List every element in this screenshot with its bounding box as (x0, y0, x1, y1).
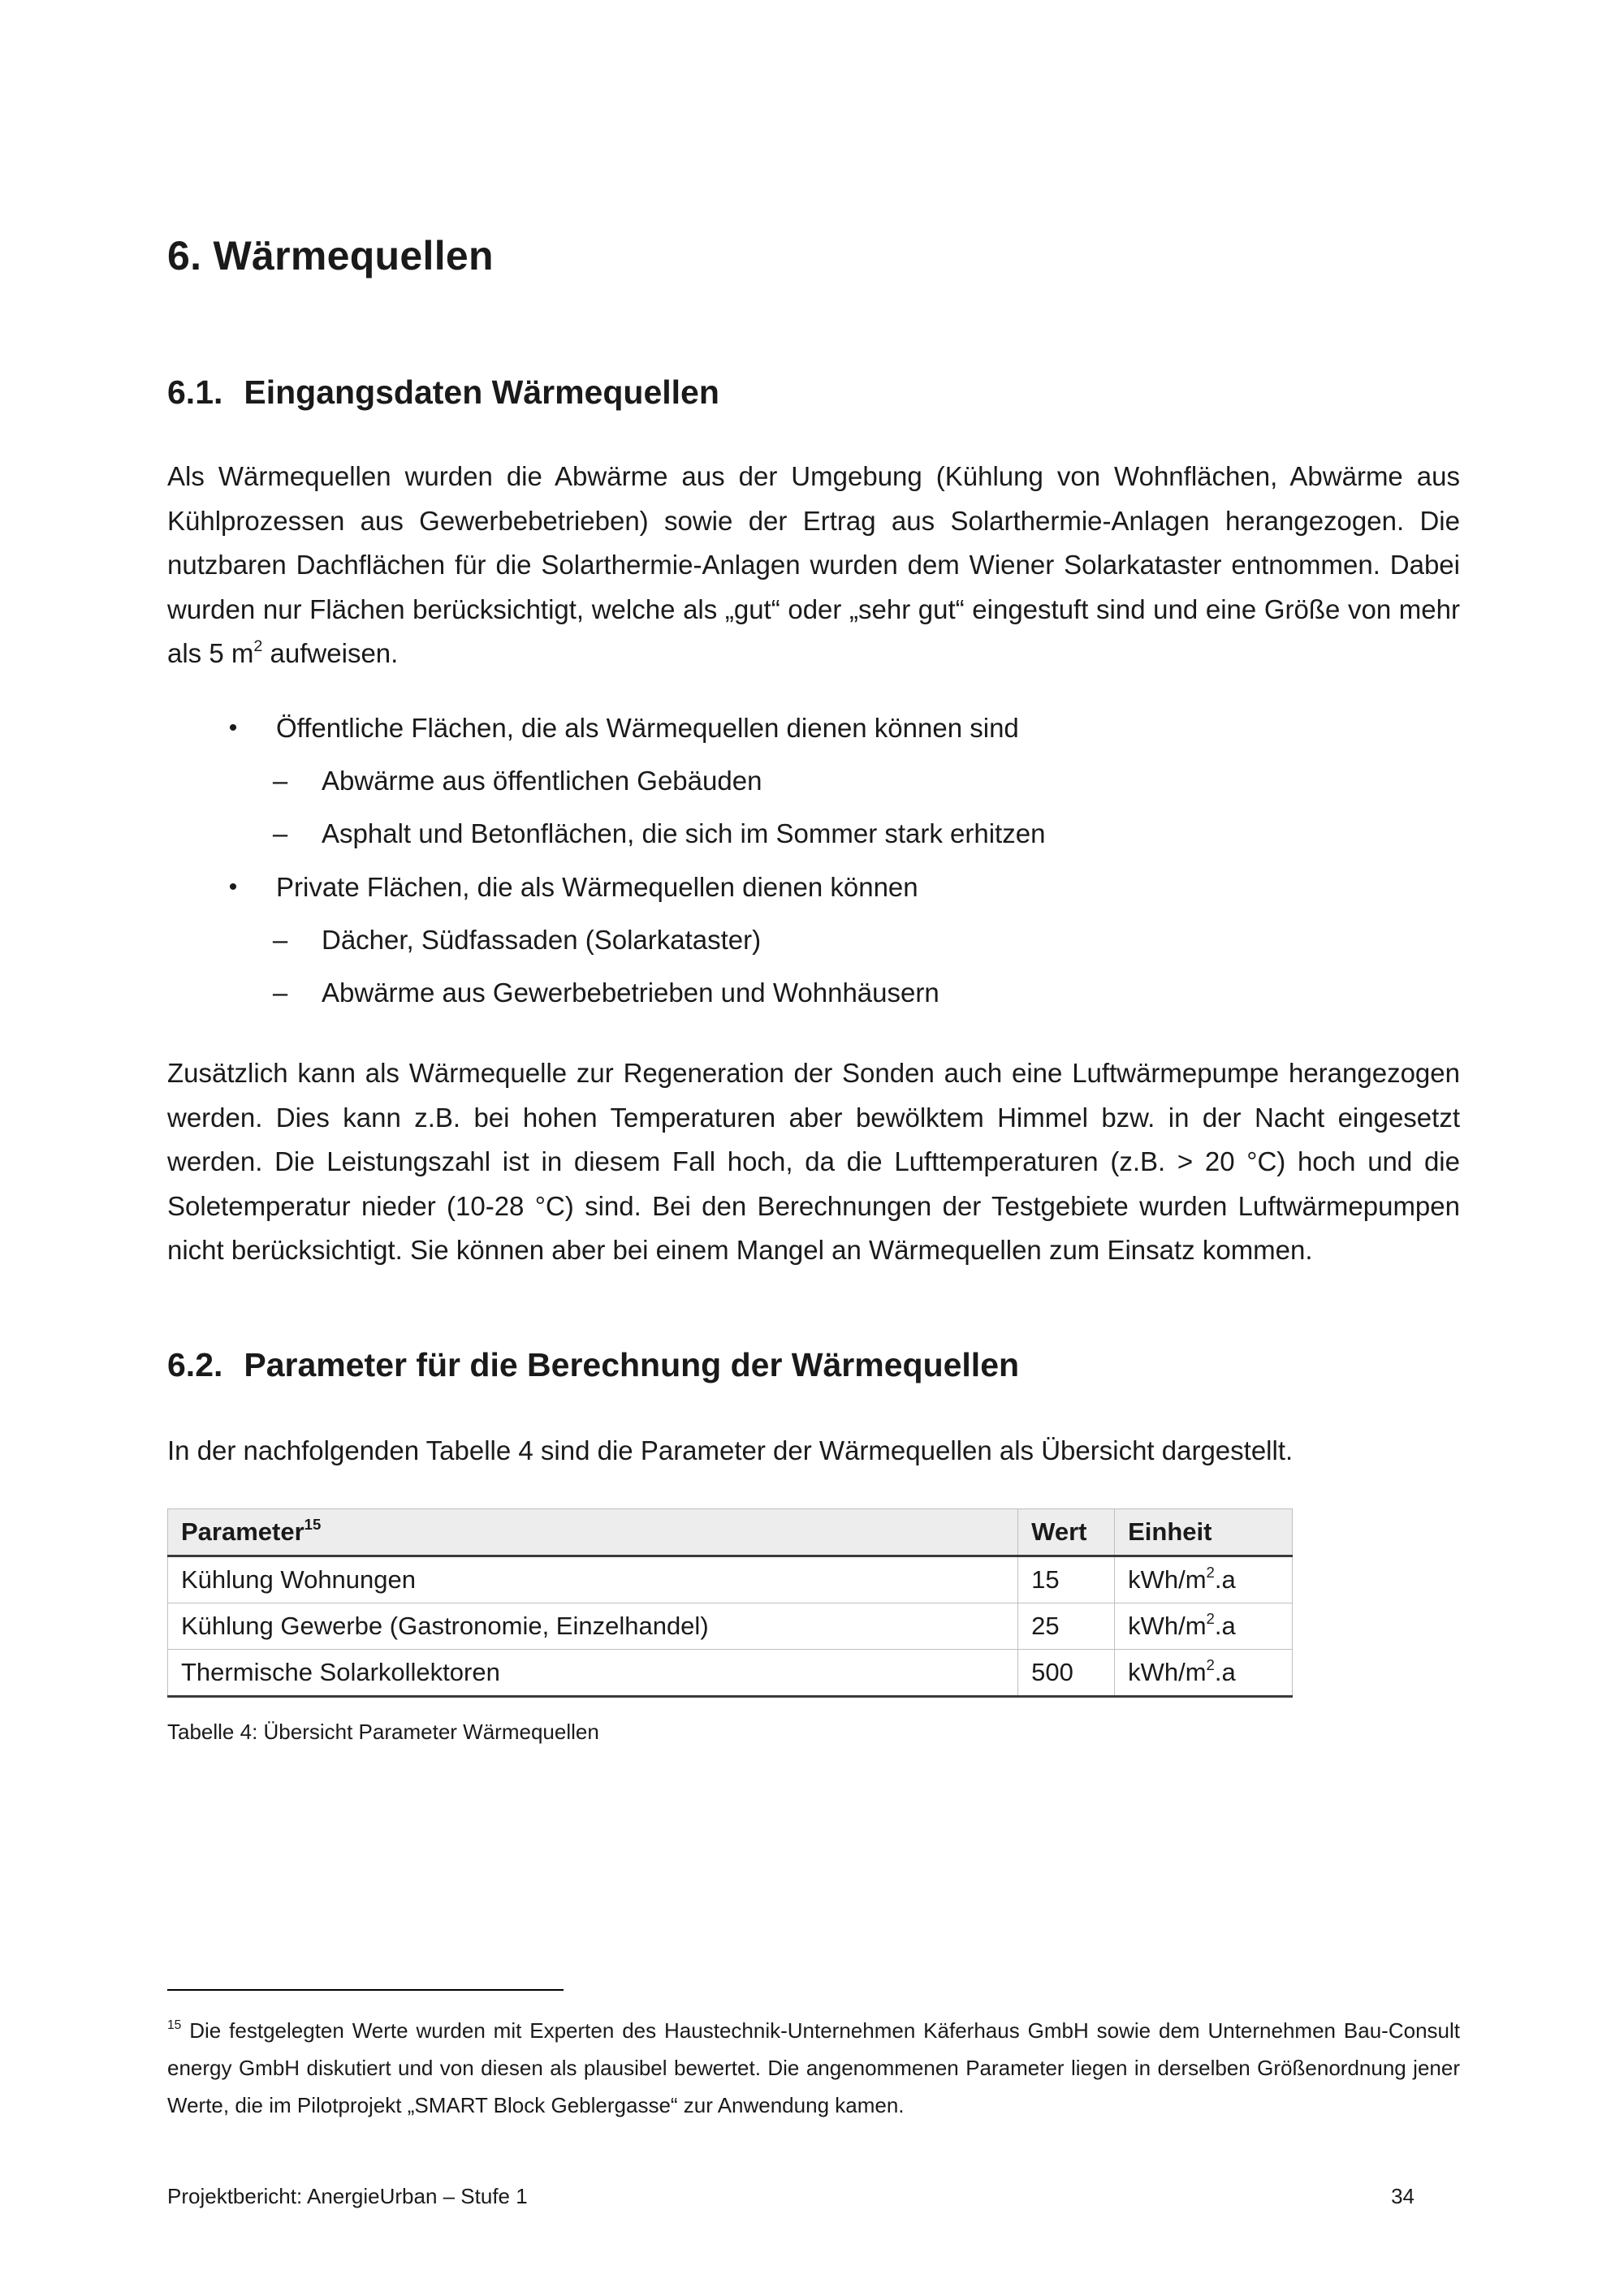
section-number: 6.1. (167, 373, 223, 411)
header-value: Wert (1018, 1509, 1115, 1556)
page-number: 34 (1391, 2184, 1415, 2208)
table-caption: Tabelle 4: Übersicht Parameter Wärmequellen (167, 1720, 599, 1744)
chapter-heading: 6. Wärmequellen (167, 233, 494, 278)
cell-value: 15 (1018, 1556, 1115, 1603)
paragraph-heat-sources: Als Wärmequellen wurden die Abwärme aus der Umgebung (Kühlung von Wohnflächen, Abwärme aus Kühlprozessen aus Gewerbebetrieben) sowie der Ertrag aus Solarthermie-Anlagen herangezogen. Die nutzbaren Dachflächen für die Solarthermie-Anlagen wurden dem Wiener Solarkataster entnommen. Dabei wurden nur Flächen berücksichtigt, welche als „gut“ oder „sehr gut“ eingestuft sind und eine Größe von mehr als 5 $m^2$ aufweisen. (167, 461, 1460, 668)
dash-icon: – (272, 978, 288, 1008)
parameter-table (167, 1508, 1293, 1698)
bullet-icon: • (228, 874, 238, 900)
footnote-separator (167, 1989, 564, 1991)
header-parameter: Parameter$^{15}$ (168, 1509, 1018, 1556)
footnote-marker: 15 (167, 2018, 182, 2032)
table-intro: In der nachfolgenden Tabelle 4 sind die Parameter der Wärmequellen als Übersicht dargestellt. (167, 1435, 1294, 1465)
section-title: Parameter für die Berechnung der Wärmequellen (244, 1346, 1020, 1383)
section-heading-6-1 (167, 373, 719, 412)
dash-icon: – (272, 766, 288, 796)
cell-value: 500 (1018, 1650, 1115, 1697)
bullet-icon: • (228, 714, 238, 741)
cell-parameter: Kühlung Wohnungen (168, 1556, 1018, 1603)
section-heading-6-2 (167, 1346, 1019, 1384)
cell-unit: kWh/$m^2.a$ (1115, 1556, 1293, 1603)
document-page: 6. Wärmequellen 6.1. Eingangsdaten Wärmequellen Als Wärmequellen wurden die Abwärme aus der Umgebung (Kühlung von Wohnflächen, Abwärme aus Kühlprozessen aus Gewerbebetrieben) sowie der Ertrag aus Solarthermie-Anlagen herangezogen. Die nutzbaren Dachflächen für die Solarthermie-Anlagen wurden dem Wiener Solarkataster entnommen. Dabei wurden nur Flächen berücksichtigt, welche als „gut“ oder „sehr gut“ eingestuft sind und eine Größe von mehr als 5 $m^2$ aufweisen. • Öffentliche Flächen, die als Wärmequellen dienen können sind – Abwärme aus öffentlichen Gebäuden – Asphalt und Betonflächen, die sich im Sommer stark erhitzen • Private Flächen, die als Wärmequellen dienen können – Dächer, Südfassaden (Solarkataster) – Abwärme aus Gewerbebetrieben und Wohnhäusern Zusätzlich kann als Wärmequelle zur Regeneration der Sonden auch eine Luftwärmepumpe herangezogen werden. Dies kann z.B. bei hohen Temperaturen aber bewölktem Himmel bzw. in der Nacht eingesetzt werden. Die Leistungszahl ist in diesem Fall hoch, da die Lufttemperaturen (z.B. > 20 °C) hoch und die Soletemperatur nieder (10-28 °C) sind. Bei den Berechnungen der Testgebiete wurden Luftwärmepumpen nicht berücksichtigt. Sie können aber bei einem Mangel an Wärmequellen zum Einsatz kommen. 6.2. Parameter für die Berechnung der Wärmequellen In der nachfolgenden Tabelle 4 sind die Parameter der Wärmequellen als Übersicht dargestellt. Parameter$^{15}$ Wert Einheit Kühlung Wohnungen 15 kWh/$m^2.a$ Kühlung Gewerbe (Gastronomie, Einzelhandel) 25 kWh/$m^2.a$ Thermische Solarkollektoren 500 kWh/$m^2.a$ Tabelle 4: Übersicht Parameter Wärmequellen $^{15}$ Die festgelegten Werte wurden mit Experten des Haustechnik-Unternehmen Käferhaus GmbH sowie dem Unternehmen Bau-Consult energy GmbH diskutiert und von diesen als plausibel bewertet. Die angenommenen Parameter liegen in derselben Größenordnung jener Werte, die im Pilotprojekt „SMART Block Geblergasse“ zur Anwendung kamen. Projektbericht: AnergieUrban – Stufe 1 34 (167, 233, 1460, 2208)
cell-parameter: Kühlung Gewerbe (Gastronomie, Einzelhandel) (168, 1603, 1018, 1650)
footnote-text: Die festgelegten Werte wurden mit Experten des Haustechnik-Unternehmen Käferhaus GmbH sowie dem Unternehmen Bau-Consult energy GmbH diskutiert und von diesen als plausibel bewertet. Die angenommenen Parameter liegen in derselben Größenordnung jener Werte, die im Pilotprojekt „SMART Block Geblergasse“ zur Anwendung kamen. (167, 2018, 1460, 2117)
cell-unit: kWh/$m^2.a$ (1115, 1603, 1293, 1650)
section-title: Eingangsdaten Wärmequellen (244, 373, 719, 411)
cell-unit: kWh/$m^2.a$ (1115, 1650, 1293, 1697)
dash-icon: – (272, 925, 288, 955)
table-row (168, 1556, 1293, 1603)
table-header-row (168, 1509, 1293, 1556)
table-row (168, 1650, 1293, 1697)
header-unit: Einheit (1115, 1509, 1293, 1556)
dash-icon: – (272, 818, 288, 848)
section-number: 6.2. (167, 1346, 223, 1383)
footer-report-title: Projektbericht: AnergieUrban – Stufe 1 (167, 2184, 528, 2208)
table-row (168, 1603, 1293, 1650)
footnote (167, 2012, 1460, 2124)
cell-value: 25 (1018, 1603, 1115, 1650)
paragraph-air-heat-pump: Zusätzlich kann als Wärmequelle zur Regeneration der Sonden auch eine Luftwärmepumpe herangezogen werden. Dies kann z.B. bei hohen Temperaturen aber bewölktem Himmel bzw. in der Nacht eingesetzt werden. Die Leistungszahl ist in diesem Fall hoch, da die Lufttemperaturen (z.B. > 20 °C) hoch und die Soletemperatur nieder (10-28 °C) sind. Bei den Berechnungen der Testgebiete wurden Luftwärmepumpen nicht berücksichtigt. Sie können aber bei einem Mangel an Wärmequellen zum Einsatz kommen. (167, 1058, 1460, 1265)
cell-parameter: Thermische Solarkollektoren (168, 1650, 1018, 1697)
